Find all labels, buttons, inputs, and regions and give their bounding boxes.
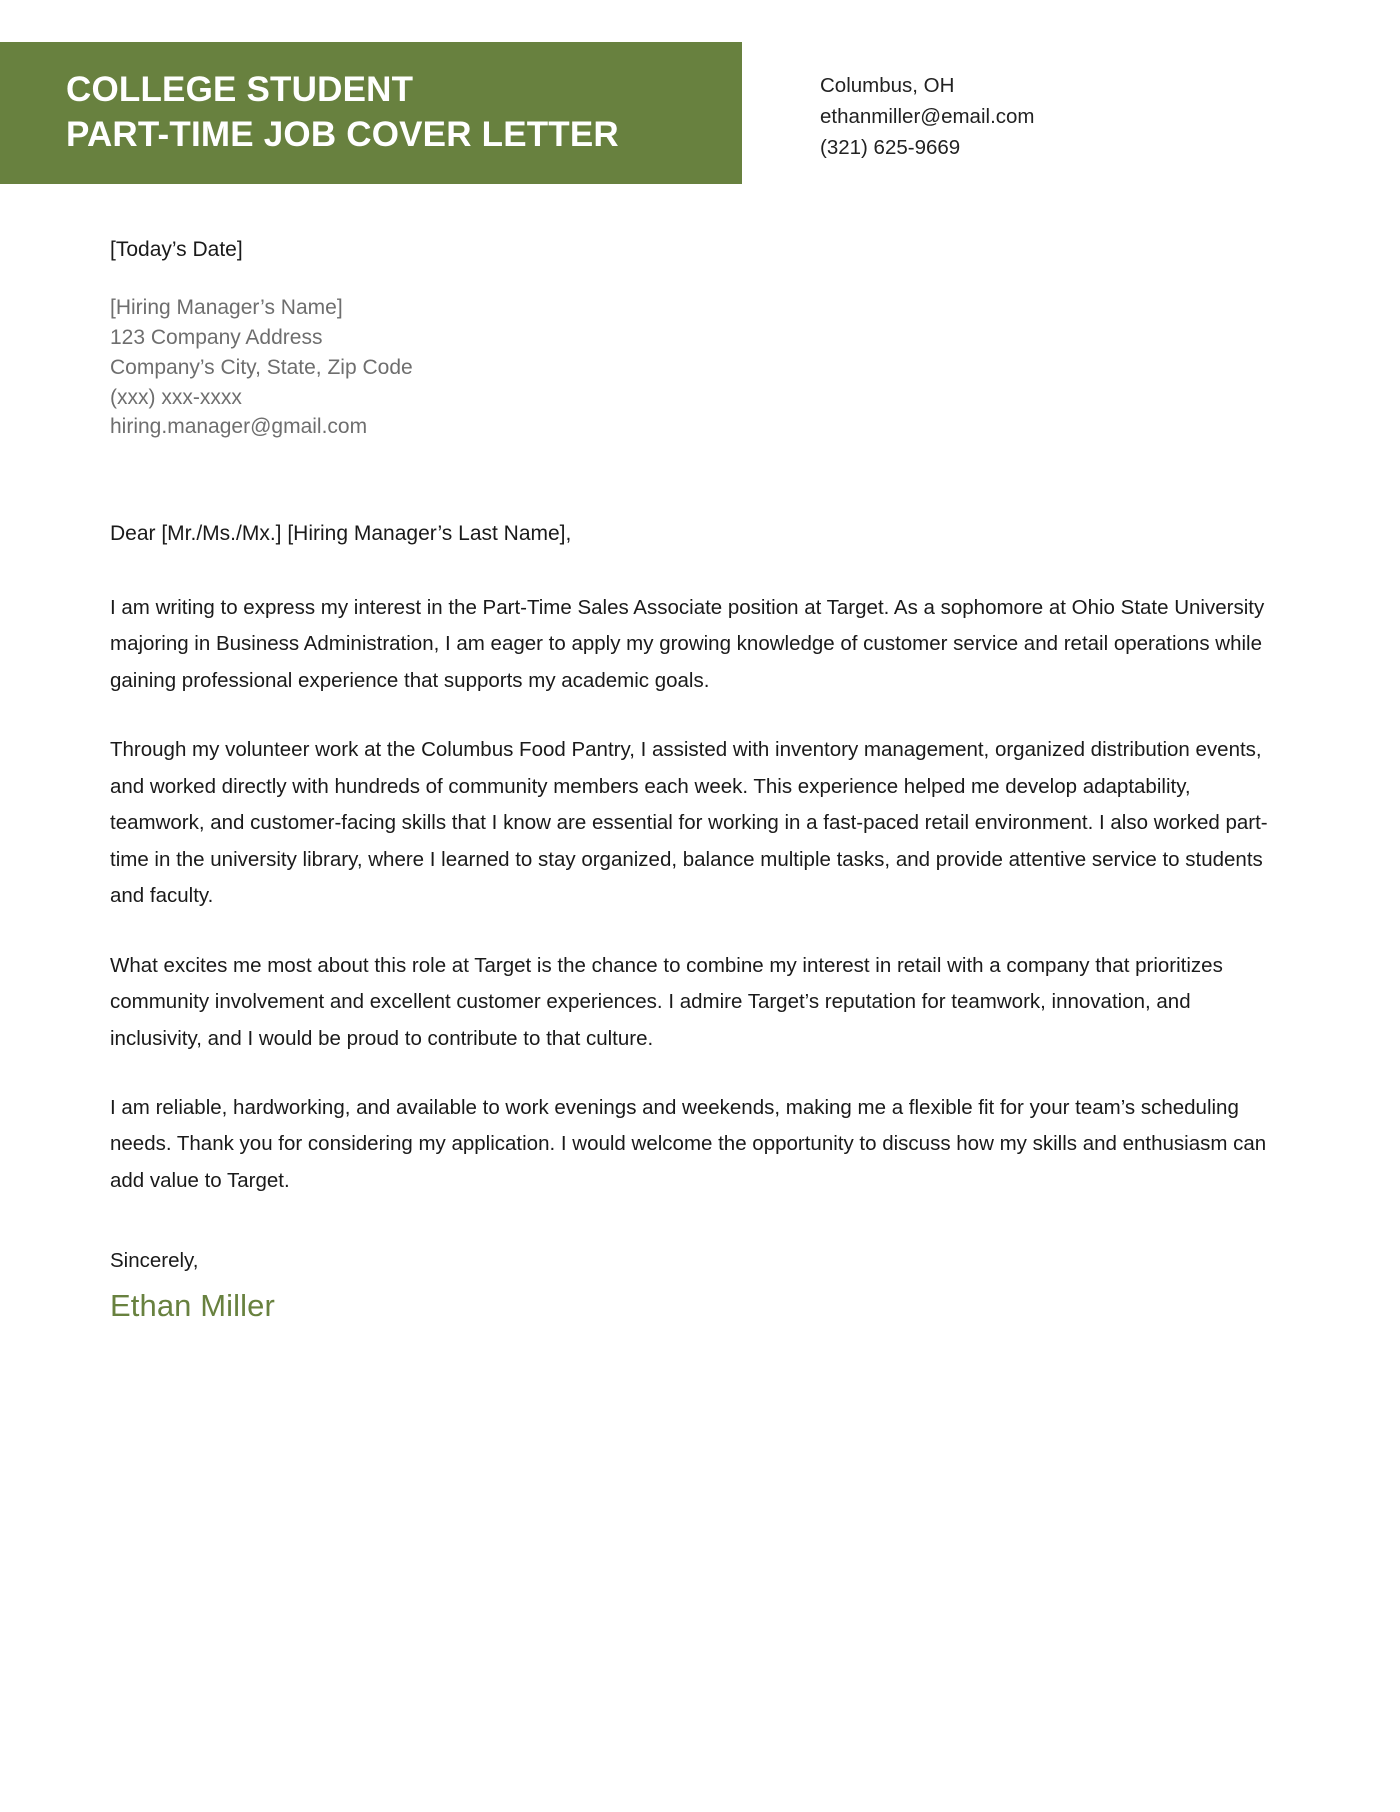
recipient-city-state-zip: Company’s City, State, Zip Code [110, 355, 413, 379]
recipient-address: 123 Company Address [110, 325, 323, 349]
sender-contact-block [742, 42, 1035, 163]
salutation: Dear [Mr./Ms./Mx.] [Hiring Manager’s Last Name], [110, 522, 572, 546]
recipient-phone: (xxx) xxx-xxxx [110, 385, 242, 409]
letter-body [0, 184, 1400, 1328]
body-paragraph-3: What excites me most about this role at Target is the chance to combine my interest in retail with a company that prioritizes community involvement and excellent customer experiences. I admire Target’s reputation for teamwork, innovation, and inclusivity, and I would be proud to contribute to that culture. [110, 953, 1223, 1050]
document-title-line-1: COLLEGE STUDENT [66, 70, 414, 109]
recipient-address-block [110, 293, 1282, 442]
signature-name: Ethan Miller [110, 1288, 275, 1324]
body-paragraph-1: I am writing to express my interest in the Part-Time Sales Associate position at Target. As a sophomore at Ohio State University majoring in Business Administration, I am eager to apply my growing knowledge of customer service and retail operations while gaining professional experience that supports my academic goals. [110, 595, 1265, 692]
sender-phone[interactable]: (321) 625-9669 [820, 136, 961, 160]
recipient-email[interactable]: hiring.manager@gmail.com [110, 415, 368, 439]
letter-header [0, 0, 1400, 184]
title-banner [0, 42, 742, 184]
body-paragraph-2: Through my volunteer work at the Columbus Food Pantry, I assisted with inventory management, organized distribution events, and worked directly with hundreds of community members each week. This experience helped me develop adaptability, teamwork, and customer-facing skills that I know are essential for working in a fast-paced retail environment. I also worked part-time in the university library, where I learned to stay organized, balance multiple tasks, and provide attentive service to students and faculty. [110, 738, 1268, 908]
letter-date: [Today’s Date] [110, 237, 243, 261]
closing-salutation: Sincerely, [110, 1249, 199, 1273]
body-paragraph-4: I am reliable, hardworking, and available to work evenings and weekends, making me a flexible fit for your team’s scheduling needs. Thank you for considering my application. I would welcome the opportunity to discuss how my skills and enthusiasm can add value to Target. [110, 1095, 1267, 1192]
sender-location: Columbus, OH [820, 74, 955, 97]
document-title-line-2: PART-TIME JOB COVER LETTER [66, 114, 619, 154]
sender-email[interactable]: ethanmiller@email.com [820, 105, 1035, 129]
recipient-name: [Hiring Manager’s Name] [110, 296, 343, 320]
